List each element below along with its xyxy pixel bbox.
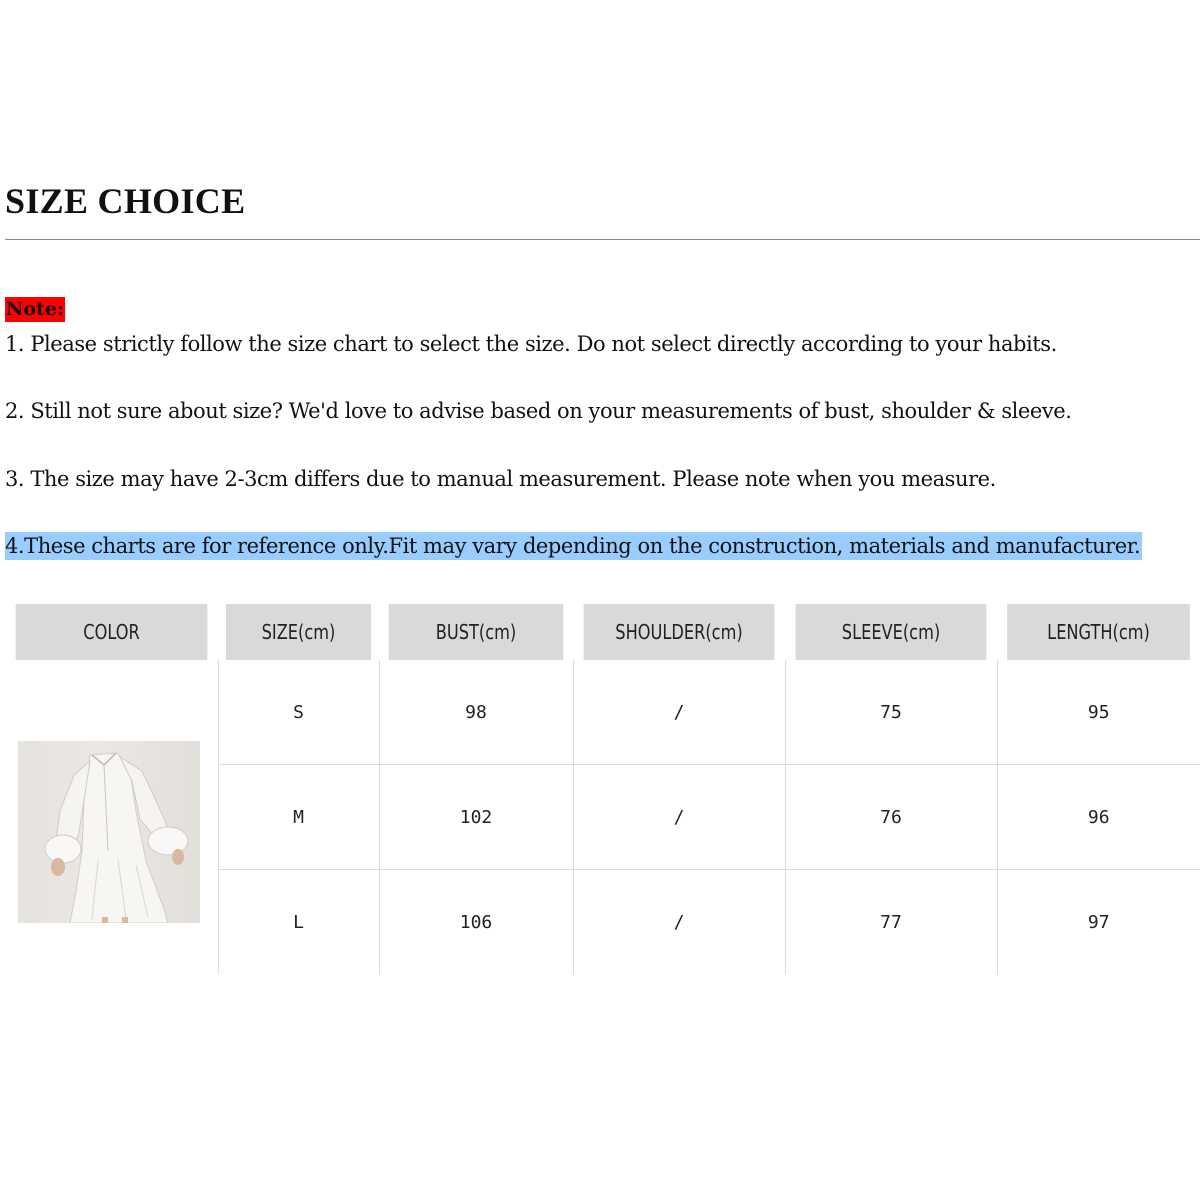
note-line-4-highlighted: 4.These charts are for reference only.Fit may vary depending on the construction, materials and manufacturer. [5,534,1141,558]
cell-sleeve: 77 [785,870,997,975]
note-line-1: 1. Please strictly follow the size chart to select the size. Do not select directly according to your habits. [5,332,1057,356]
header-color: COLOR [16,604,208,660]
cell-sleeve: 75 [785,660,997,765]
cell-shoulder: / [573,870,785,975]
header-shoulder: SHOULDER(cm) [584,604,775,660]
page-title: SIZE CHOICE [5,181,246,221]
note-line-3: 3. The size may have 2-3cm differs due to manual measurement. Please note when you measure. [5,467,996,491]
title-divider [5,239,1200,240]
header-bust: BUST(cm) [389,604,564,660]
note-line-2: 2. Still not sure about size? We'd love to advise based on your measurements of bust, shoulder & sleeve. [5,399,1072,423]
size-chart-table [5,604,1200,974]
cell-size: L [218,870,379,975]
header-sleeve: SLEEVE(cm) [796,604,987,660]
color-cell [5,660,218,974]
cell-bust: 106 [379,870,573,975]
header-size: SIZE(cm) [226,604,371,660]
cell-shoulder: / [573,660,785,765]
cell-size: S [218,660,379,765]
cell-sleeve: 76 [785,765,997,870]
cell-shoulder: / [573,765,785,870]
cell-length: 97 [997,870,1200,975]
cell-bust: 98 [379,660,573,765]
table-row [5,660,1200,765]
header-length: LENGTH(cm) [1007,604,1190,660]
cell-length: 95 [997,660,1200,765]
white-shirt-dress-photo [18,741,200,923]
cell-length: 96 [997,765,1200,870]
cell-size: M [218,765,379,870]
table-header-row [5,604,1200,660]
cell-bust: 102 [379,765,573,870]
note-label: Note: [6,298,64,320]
